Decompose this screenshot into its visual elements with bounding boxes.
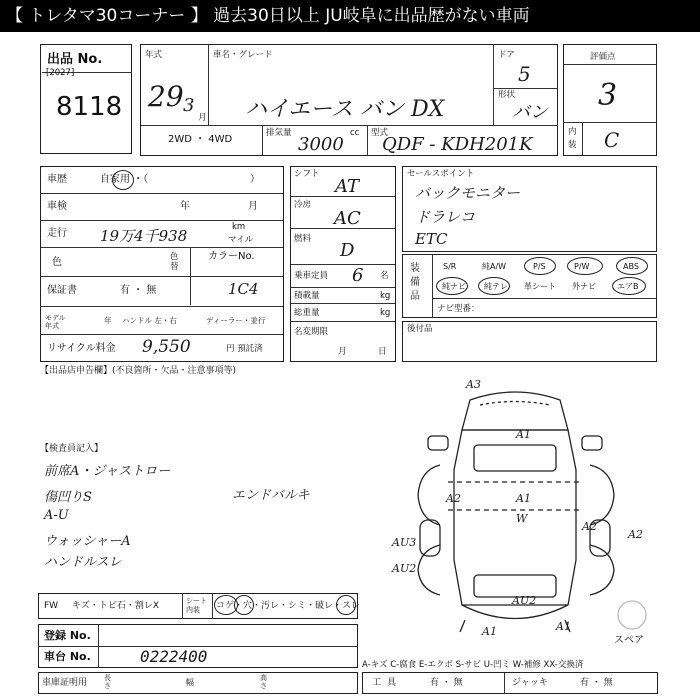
reg-label: 登録 No. — [44, 629, 91, 642]
equip-pw-circle — [567, 257, 603, 275]
spare-label: スペア — [614, 635, 644, 646]
mark-au2-left: AU2 — [392, 562, 417, 575]
rating-h — [564, 64, 656, 65]
equip-aw: 純A/W — [482, 262, 507, 271]
lot-number: 8118 — [56, 92, 123, 122]
fw-label: FW — [44, 601, 59, 611]
reki-close: ） — [250, 174, 260, 185]
v-div-1 — [208, 45, 209, 125]
shape-value: バン — [512, 102, 548, 123]
equip-navi: 純ナビ — [442, 282, 466, 291]
reg-div — [98, 625, 99, 667]
mile-label: マイル — [228, 235, 254, 245]
attach-box — [402, 321, 657, 362]
equipment-label: 装備品 — [410, 263, 420, 302]
door-label: ドア — [498, 50, 515, 60]
shaken-month-unit: 月 — [248, 201, 258, 212]
color-no-label: カラーNo. — [208, 251, 255, 262]
v-div-2 — [493, 45, 494, 125]
aircon-label: 冷房 — [294, 200, 312, 210]
interior-label-2: 装 — [568, 140, 577, 150]
model-year-unit: 年 — [104, 316, 112, 325]
equip-airbag: エアB — [617, 282, 639, 291]
tools-value: 有 ・ 無 — [430, 678, 463, 688]
shift-value: AT — [335, 176, 360, 197]
shaken-year-unit: 年 — [180, 201, 190, 212]
warranty-value: 有 ・ 無 — [120, 285, 157, 296]
color-label: 色 — [52, 257, 62, 268]
inspector-line-3: A-U — [44, 508, 69, 523]
mileage-value: 19万4千938 — [100, 227, 188, 245]
model-value: QDF - KDH201K — [382, 134, 533, 155]
shape-label: 形状 — [498, 90, 516, 100]
inspector-line-2: 傷凹りS — [44, 490, 92, 505]
mileage-label: 走行 — [47, 228, 67, 239]
color-change: 色替 — [170, 252, 179, 272]
model-label: 型式 — [371, 128, 389, 138]
tools-div — [504, 673, 505, 693]
v-h-1 — [141, 125, 557, 126]
s6 — [291, 321, 395, 322]
mark-a2-rear: A2 — [628, 528, 643, 541]
load-unit: kg — [380, 291, 391, 301]
equip-leather: 革シート — [524, 282, 556, 291]
chassis-label: 車台 No. — [44, 650, 91, 663]
year-value: 29 — [148, 80, 184, 113]
gross-unit: kg — [380, 308, 391, 318]
navi-model-label: ナビ型番： — [437, 304, 480, 314]
equip-abs: ABS — [623, 262, 639, 271]
equip-div — [432, 255, 433, 317]
rating-h2 — [564, 122, 656, 123]
v-div-4 — [367, 125, 368, 155]
equip-sr: S/R — [443, 262, 457, 271]
tools-box — [362, 672, 658, 694]
tools-label: 工具 — [372, 678, 403, 688]
mark-a1-top: A1 — [516, 428, 531, 441]
mark-a1-rear: A1 — [482, 625, 497, 638]
reki-circle — [112, 170, 134, 190]
equip-tv: 純テレ — [484, 282, 508, 291]
inspector-line-1: 前席A・ジャストロー — [44, 464, 171, 479]
inspector-title: 【検査員記入】 — [40, 444, 104, 454]
mark-w: W — [516, 512, 528, 525]
mark-a2-right: A2 — [582, 520, 597, 533]
attach-label: 後付品 — [407, 324, 433, 334]
name-change-month: 月 — [338, 347, 347, 357]
h4 — [41, 276, 283, 277]
h3 — [41, 247, 283, 248]
capacity-value: 6 — [352, 265, 364, 286]
sales-point-3: ETC — [415, 230, 448, 248]
month-unit: 月 — [198, 113, 207, 123]
reki-label: 車歴 — [47, 174, 67, 185]
fuel-label: 燃料 — [294, 234, 312, 244]
seat-circle-2 — [234, 595, 254, 615]
name-label: 車名・グレード — [213, 50, 273, 60]
jack-label: ジャッキ — [512, 678, 548, 688]
equip-ps-circle — [524, 257, 556, 275]
handle-side: ハンドル 左・右 — [122, 316, 177, 325]
month-value: 3 — [183, 95, 195, 116]
recycle-unit: 円 預託済 — [226, 344, 263, 354]
fw-div2 — [212, 594, 213, 618]
dealer-type: ディーラー・並行 — [206, 316, 266, 325]
load-label: 積載量 — [294, 291, 320, 301]
s5 — [291, 303, 395, 304]
fw-div — [182, 594, 183, 618]
name-change-day: 日 — [378, 347, 387, 357]
damage-legend: A-キズ C-腐食 E-エクボ S-サビ U-凹ミ W-補修 XX-交換済 — [362, 660, 584, 670]
name-value: ハイエース バン DX — [245, 97, 445, 122]
jack-value: 有 ・ 無 — [580, 678, 613, 688]
mark-a2-left: A2 — [446, 492, 461, 505]
displacement-value: 3000 — [298, 134, 344, 155]
mark-au2-rear: AU2 — [512, 594, 537, 607]
shift-label: シフト — [294, 169, 320, 179]
chassis-value: 0222400 — [140, 647, 208, 666]
km-label: km — [232, 222, 246, 232]
gross-label: 総重量 — [294, 308, 320, 318]
displacement-unit: cc — [350, 128, 360, 138]
inspector-line-5: ハンドルスレ — [44, 555, 122, 570]
v-h-2 — [494, 88, 557, 89]
interior-value: C — [604, 128, 620, 152]
equip-tv-circle — [478, 277, 510, 295]
equip-pw: P/W — [574, 262, 590, 271]
fuel-value: D — [340, 240, 355, 261]
mark-au3: AU3 — [392, 536, 417, 549]
h5 — [41, 306, 283, 307]
displacement-label: 排気量 — [266, 128, 292, 138]
cert-long: 長さ — [104, 674, 111, 690]
recycle-label: リサイクル料金 — [47, 343, 116, 354]
v-div-3 — [262, 125, 263, 155]
cert-label: 車庫証明用 — [42, 678, 88, 688]
sales-label: セールスポイント — [407, 169, 475, 179]
equip-h — [433, 298, 656, 299]
corner-banner: 【 トレタマ30コーナー 】 過去30日以上 JU岐阜に出品歴がない車両 — [0, 0, 700, 32]
drive-label: 2WD ・ 4WD — [168, 134, 233, 145]
interior-label-1: 内 — [568, 127, 577, 137]
equip-ps: P/S — [533, 262, 546, 271]
seat-label: シート内装 — [186, 597, 207, 614]
cert-height: 高さ — [260, 674, 267, 690]
s4 — [291, 287, 395, 288]
inspector-line-4: ウォッシャーA — [44, 534, 131, 549]
year-label: 年式 — [145, 50, 163, 60]
model-year-label: モデル年式 — [45, 314, 66, 330]
sales-point-1: バックモニター — [415, 184, 521, 202]
name-change-label: 名変期限 — [294, 327, 329, 337]
seat-circle-3 — [336, 595, 356, 615]
s3 — [291, 264, 395, 265]
mark-a3: A3 — [466, 378, 481, 391]
aircon-value: AC — [334, 208, 361, 229]
warranty-label: 保証書 — [47, 285, 77, 296]
shaken-label: 車検 — [47, 201, 67, 212]
color-div — [190, 248, 191, 305]
mark-a1-back: A1 — [556, 620, 571, 633]
rating-label: 評価点 — [590, 52, 616, 62]
equip-abs-circle — [616, 257, 648, 275]
lot-label: 出品 No. — [47, 52, 103, 67]
reki-value: 自家用 ・（ — [100, 174, 149, 185]
interior-div — [582, 123, 583, 155]
seat-text: コゲ・穴・汚レ・シミ・破レ・スレ — [216, 601, 361, 611]
mark-a1-mid: A1 — [516, 492, 531, 505]
equip-airbag-circle — [612, 277, 646, 295]
h1 — [41, 193, 283, 194]
capacity-label: 乗車定員 — [294, 271, 329, 281]
cert-width: 幅 — [186, 678, 194, 687]
equip-extnavi: 外ナビ — [572, 282, 596, 291]
notes-title: 【出品店申告欄】(不良箇所・欠品・注意事項等) — [40, 366, 237, 376]
door-value: 5 — [518, 62, 531, 86]
lot-small-no: [2027] — [46, 68, 75, 78]
h6 — [41, 334, 283, 335]
fw-text: キズ・トビ石・割レX — [72, 601, 159, 611]
rating-score: 3 — [598, 78, 618, 113]
color-no-value: 1C4 — [228, 280, 259, 298]
equip-navi-circle — [436, 277, 468, 295]
inspector-line-6: エンドバルキ — [232, 488, 310, 503]
h2 — [41, 220, 283, 221]
capacity-unit: 名 — [380, 271, 389, 281]
recycle-value: 9,550 — [142, 337, 191, 357]
sales-point-2: ドラレコ — [415, 208, 476, 226]
history-box — [40, 166, 284, 362]
